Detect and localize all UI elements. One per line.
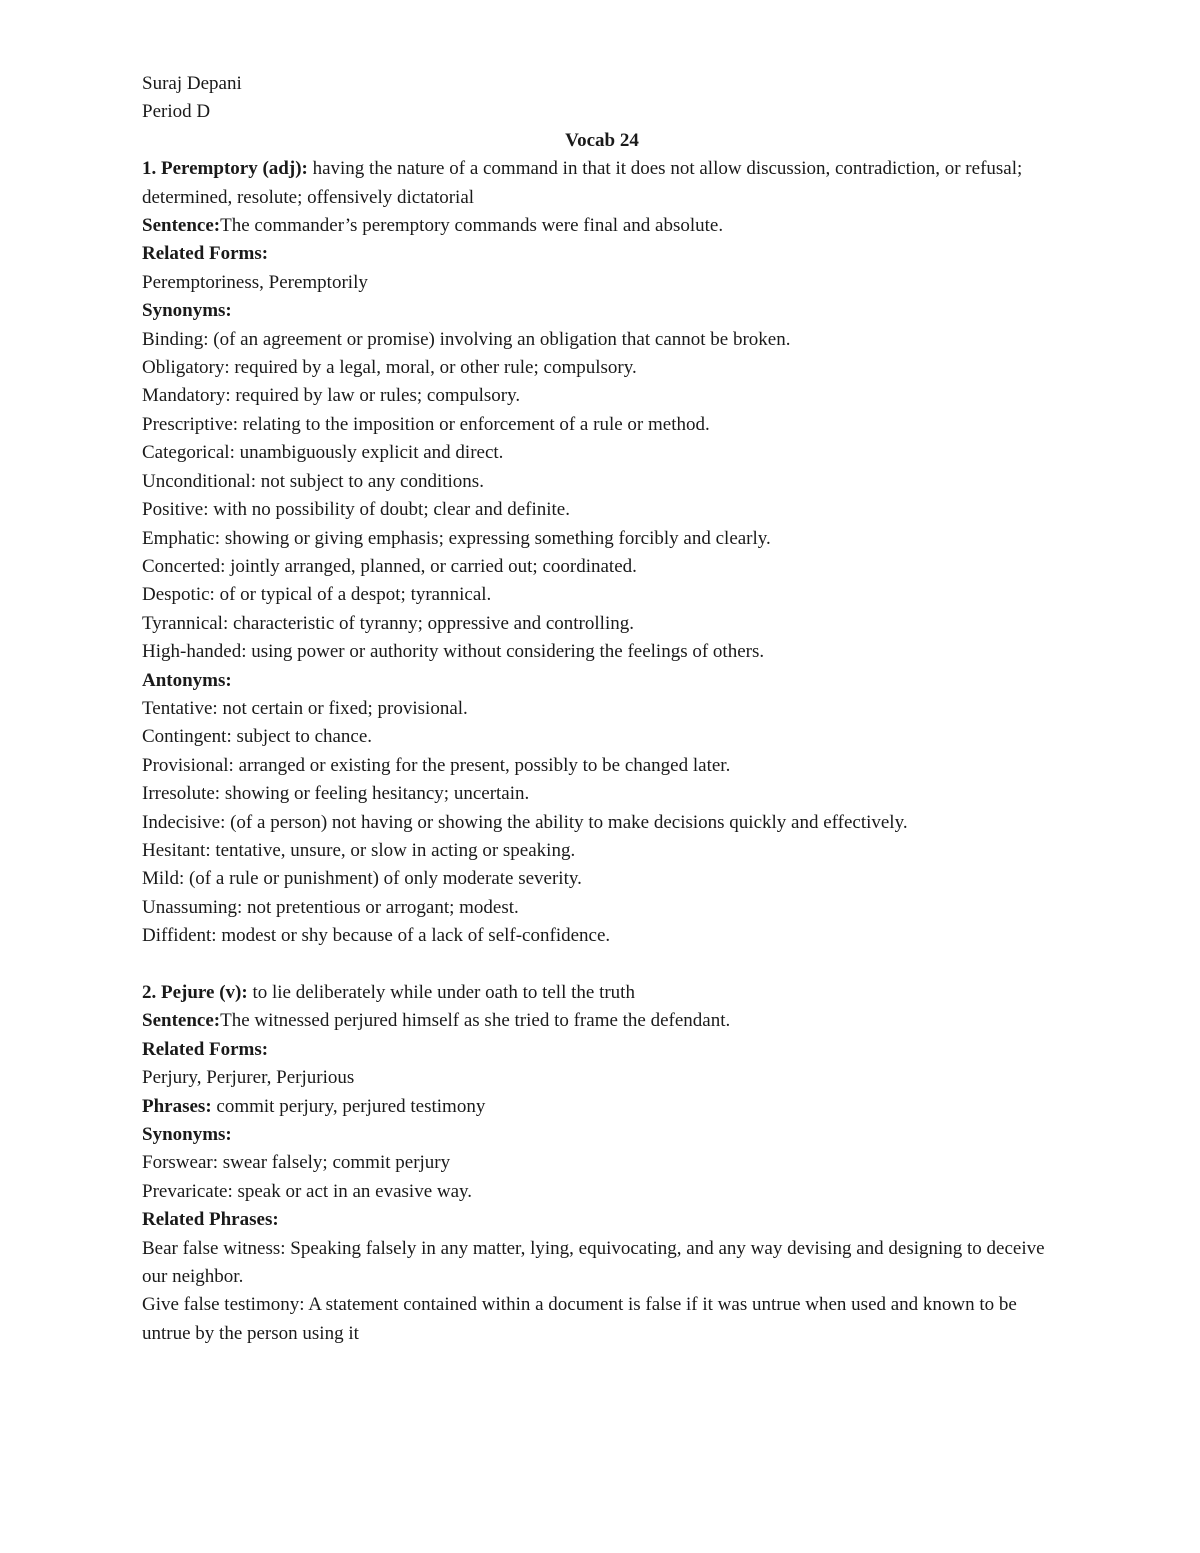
- word1-synonym: Categorical: unambiguously explicit and direct.: [142, 442, 504, 464]
- word1-antonyms-label: Antonyms:: [142, 669, 232, 691]
- word2-related-forms-label: Related Forms:: [142, 1038, 269, 1060]
- word1-related-forms: Peremptoriness, Peremptorily: [142, 271, 368, 293]
- word2-synonyms-label: Synonyms:: [142, 1124, 232, 1146]
- word2-term: 2. Pejure (v):: [142, 981, 248, 1003]
- word1-antonym: Unassuming: not pretentious or arrogant; modest.: [142, 896, 519, 918]
- word2-phrases: [142, 1093, 1062, 1121]
- document-title: Vocab 24: [565, 129, 639, 151]
- word1-synonym: Emphatic: showing or giving emphasis; expressing something forcibly and clearly.: [142, 527, 771, 549]
- word1-synonym: Prescriptive: relating to the imposition or enforcement of a rule or method.: [142, 413, 710, 435]
- class-period: Period D: [142, 101, 211, 123]
- word1-antonym: Provisional: arranged or existing for the present, possibly to be changed later.: [142, 754, 731, 776]
- word1-antonym: Diffident: modest or shy because of a lack of self-confidence.: [142, 925, 611, 947]
- word1-synonym: Obligatory: required by a legal, moral, or other rule; compulsory.: [142, 357, 637, 379]
- word1-antonym: Hesitant: tentative, unsure, or slow in acting or speaking.: [142, 839, 576, 861]
- word2-sentence-label: Sentence:: [142, 1010, 221, 1032]
- word1-synonym: High-handed: using power or authority without considering the feelings of others.: [142, 641, 765, 663]
- word2-synonym: Forswear: swear falsely; commit perjury: [142, 1152, 451, 1174]
- word1-sentence-label: Sentence:: [142, 215, 221, 237]
- word2-synonym: Prevaricate: speak or act in an evasive way.: [142, 1180, 473, 1202]
- word1-term: 1. Peremptory (adj):: [142, 158, 308, 180]
- word2-definition: to lie deliberately while under oath to tell the truth: [247, 981, 635, 1003]
- word1-sentence-text: The commander’s peremptory commands were final and absolute.: [220, 215, 724, 237]
- word2-related-phrase: Give false testimony: A statement contained within a document is false if it was untrue when used and known to be untrue by the person using it: [142, 1294, 1017, 1344]
- word1-synonym: Despotic: of or typical of a despot; tyrannical.: [142, 584, 492, 606]
- author-name: Suraj Depani: [142, 73, 242, 94]
- word1-antonym: Contingent: subject to chance.: [142, 726, 373, 748]
- word1-synonym: Positive: with no possibility of doubt; clear and definite.: [142, 499, 570, 521]
- document-body: [142, 70, 1062, 1348]
- word2-sentence: [142, 1007, 1062, 1035]
- word1-synonym: Concerted: jointly arranged, planned, or carried out; coordinated.: [142, 555, 637, 577]
- word1-antonym: Tentative: not certain or fixed; provisional.: [142, 697, 468, 719]
- word2-heading: [142, 979, 1062, 1007]
- word1-related-forms-label: Related Forms:: [142, 243, 269, 265]
- word1-antonym: Irresolute: showing or feeling hesitancy; uncertain.: [142, 783, 530, 805]
- word2-phrases-label: Phrases:: [142, 1095, 212, 1117]
- word2-phrases-text: commit perjury, perjured testimony: [211, 1095, 486, 1117]
- word1-antonym: Indecisive: (of a person) not having or showing the ability to make decisions quickly and effectively.: [142, 811, 908, 833]
- word1-synonyms-label: Synonyms:: [142, 300, 232, 322]
- section-spacer: [142, 951, 1062, 979]
- word1-definition: having the nature of a command in that it does not allow discussion, contradiction, or refusal; determined, resolute; offensively dictatorial: [142, 158, 1023, 208]
- word1-antonym: Mild: (of a rule or punishment) of only moderate severity.: [142, 868, 582, 890]
- word1-sentence: [142, 212, 1062, 240]
- word2-sentence-text: The witnessed perjured himself as she tried to frame the defendant.: [220, 1010, 731, 1032]
- word2-related-phrase: Bear false witness: Speaking falsely in any matter, lying, equivocating, and any way devising and designing to deceive our neighbor.: [142, 1237, 1045, 1288]
- word1-synonym: Unconditional: not subject to any conditions.: [142, 470, 484, 492]
- word2-related-forms: Perjury, Perjurer, Perjurious: [142, 1067, 355, 1089]
- word1-heading: [142, 155, 1062, 212]
- word2-related-phrases-label: Related Phrases:: [142, 1209, 279, 1231]
- word1-synonym: Binding: (of an agreement or promise) involving an obligation that cannot be broken.: [142, 328, 791, 350]
- word1-synonym: Mandatory: required by law or rules; compulsory.: [142, 385, 521, 407]
- word1-synonym: Tyrannical: characteristic of tyranny; oppressive and controlling.: [142, 612, 634, 634]
